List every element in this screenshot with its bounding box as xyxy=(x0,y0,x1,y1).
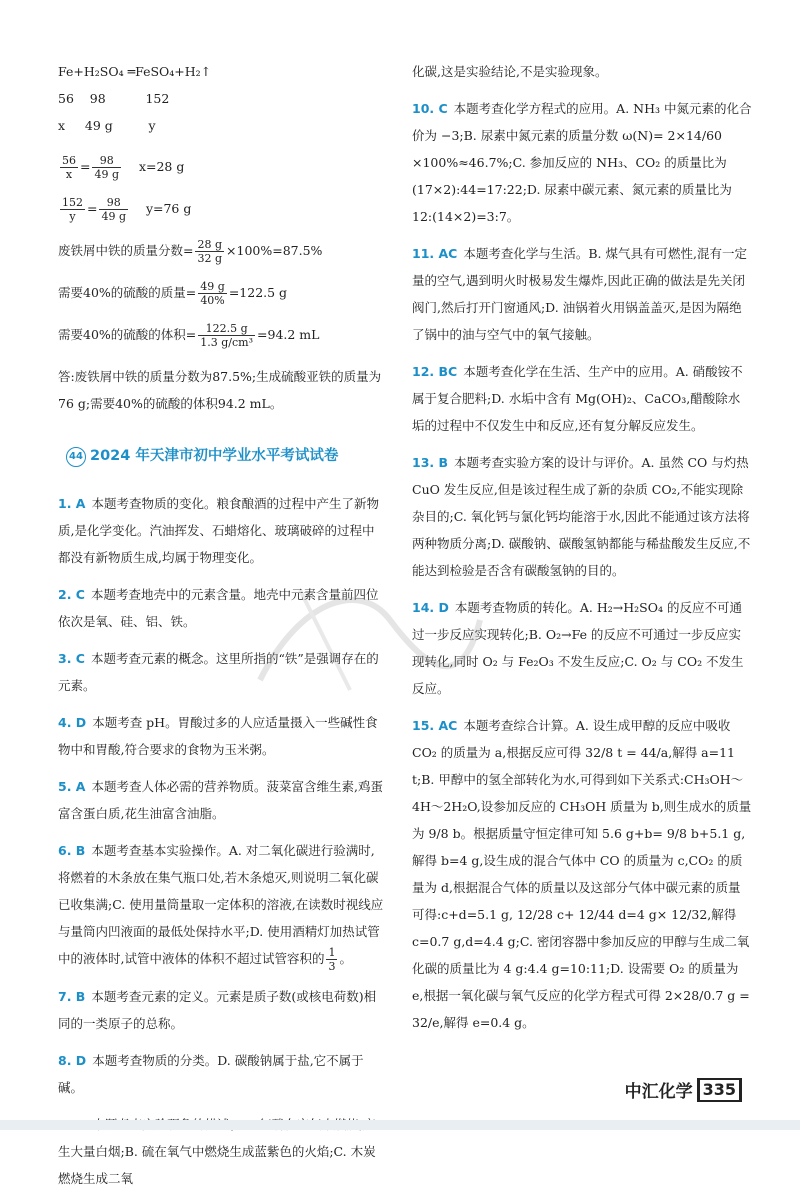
answer-summary: 答:废铁屑中铁的质量分数为87.5%;生成硫酸亚铁的质量为76 g;需要40%的硫酸的体积94.2 mL。 xyxy=(58,369,382,411)
answer-continuation: 化碳,这是实验结论,不是实验现象。 xyxy=(412,64,608,79)
page-number: 335 xyxy=(697,1078,742,1102)
brand-label: 中汇化学 xyxy=(624,1082,693,1102)
answer-item: 5. A 本题考查人体必需的营养物质。菠菜富含维生素,鸡蛋富含蛋白质,花生油富含油脂。 xyxy=(58,779,383,821)
result-x: x=28 g xyxy=(138,159,185,174)
answer-item: 7. B 本题考查元素的定义。元素是质子数(或核电荷数)相同的一类原子的总称。 xyxy=(58,989,377,1031)
proportion-x: $\frac{56}{x}$ = $\frac{98}{49 g}$ x=28 g xyxy=(62,154,185,181)
fraction: $\frac{98}{49 g}$ xyxy=(94,154,120,181)
answer-item: 1. A 本题考查物质的变化。粮食酿酒的过程中产生了新物质,是化学变化。汽油挥发、石蜡熔化、玻璃破碎的过程中都没有新物质生成,均属于物理变化。 xyxy=(58,496,379,565)
page-footer xyxy=(625,1077,742,1102)
proportion-y: $\frac{152}{y}$ = $\frac{98}{49 g}$ y=76 g xyxy=(62,196,192,223)
fraction: $\frac{28 g}{32 g}$ xyxy=(197,238,223,265)
fraction: $\frac{1}{3}$ xyxy=(328,946,336,973)
right-column xyxy=(412,58,752,1046)
answer-item: 2. C 本题考查地壳中的元素含量。地壳中元素含量前四位依次是氧、硅、铝、铁。 xyxy=(58,587,379,629)
answer-item: 13. B 本题考查实验方案的设计与评价。A. 虽然 CO 与灼热 CuO 发生反应,但是该过程生成了新的杂质 CO₂,不能实现除杂目的;C. 氧化钙与氯化钙均能溶于水,因此不能通过该方法将两种物质分离;D. 碳酸钠、碳酸氢钠都能与稀盐酸发生反应,不能达到检验是否含有碳酸氢钠的目的。 xyxy=(412,455,751,578)
answer-item: 10. C 本题考查化学方程式的应用。A. NH₃ 中氮元素的化合价为 −3;B. 尿素中氮元素的质量分数 ω(N)= 2×14/60 ×100%≈46.7%;C. 参加反应的 NH₃、CO₂ 的质量比为(17×2):44=17:22;D. 尿素中碳元素、氮元素的质量比为12:(14×2)=3:7。 xyxy=(412,101,752,224)
acid-volume-line: 需要40%的硫酸的体积= $\frac{122.5 g}{\text{1.3 g/cm³}}$ =94.2 mL xyxy=(58,322,320,349)
section-title: 44 2024 年天津市初中学业水平考试试卷 xyxy=(66,443,386,470)
answer-item: 15. AC 本题考查综合计算。A. 设生成甲醇的反应中吸收 CO₂ 的质量为 a,根据反应可得 32/8 t = 44/a,解得 a=11 t;B. 甲醇中的氢全部转化为水,可得到如下关系式:CH₃OH～4H～2H₂O,设参加反应的 CH₃OH 质量为 b,则生成水的质量为 9/8 b。根据质量守恒定律可知 5.6 g+b= 9/8 b+5.1 g,解得 b=4 g,设生成的混合气体中 CO 的质量为 c,CO₂ 的质量为 d,根据混合气体的质量以及这部分气体中碳元素的质量可得:c+d=5.1 g, 12/28 c+ 12/44 d=4 g× 12/32,解得 c=0.7 g,d=4.4 g;C. 密闭容器中参加反应的甲醇与生成二氧化碳的质量比为 4 g:4.4 g=10:11;D. 设需要 O₂ 的质量为 e,根据一氧化碳与氧气反应的化学方程式可得 2×28/0.7 g = 32/e,解得 e=0.4 g。 xyxy=(412,718,752,1030)
fraction: $\frac{56}{x}$ xyxy=(62,154,76,181)
section-badge: 44 xyxy=(66,447,86,467)
answer-item: 11. AC 本题考查化学与生活。B. 煤气具有可燃性,混有一定量的空气,遇到明火时极易发生爆炸,因此正确的做法是先关闭阀门,然后打开门窗通风;D. 油锅着火用锅盖盖灭,是因为隔绝了锅中的油与空气中的氧气接触。 xyxy=(412,246,747,342)
answer-item: 12. BC 本题考查化学在生活、生产中的应用。A. 硝酸铵不属于复合肥料;D. 水垢中含有 Mg(OH)₂、CaCO₃,醋酸除水垢的过程中不仅发生中和反应,还有复分解反应发生。 xyxy=(412,364,743,433)
fraction: $\frac{122.5 g}{\text{1.3 g/cm³}}$ xyxy=(200,322,254,349)
answer-item: 14. D 本题考查物质的转化。A. H₂→H₂SO₄ 的反应不可通过一步反应实现转化;B. O₂→Fe 的反应不可通过一步反应实现转化,同时 O₂ 与 Fe₂O₃ 不发生反应;C. O₂ 与 CO₂ 不发生反应。 xyxy=(412,600,744,696)
answer-item: 8. D 本题考查物质的分类。D. 碳酸钠属于盐,它不属于碱。 xyxy=(58,1053,364,1095)
bottom-bar xyxy=(0,1120,800,1130)
answer-item: 生大量白烟;B. 硫在氧气中燃烧生成蓝紫色的火焰;C. 木炭燃烧生成二氧 xyxy=(58,1144,376,1186)
fraction: $\frac{152}{y}$ xyxy=(62,196,83,223)
acid-mass-line: 需要40%的硫酸的质量= $\frac{49 g}{40\%}$ =122.5 g xyxy=(58,280,288,307)
molar-mass-line: 56 98 152 xyxy=(58,91,170,106)
watermark-logo xyxy=(240,560,500,720)
unknown-line: x 49 g y xyxy=(58,118,156,133)
answer-item: 6. B 本题考查基本实验操作。A. 对二氧化碳进行验满时,将燃着的木条放在集气瓶口处,若木条熄灭,则说明二氧化碳已收集满;C. 使用量筒量取一定体积的溶液,在读数时视线应与量筒内凹液面的最低处保持水平;D. 使用酒精灯加热试管中的液体时,试管中液体的体积不超过试管容积的 $\frac{1}{3}$ 。 xyxy=(58,843,384,973)
fraction: $\frac{98}{49 g}$ xyxy=(101,196,127,223)
iron-fraction-line: 废铁屑中铁的质量分数= $\frac{28 g}{32 g}$ ×100%=87.5% xyxy=(58,238,323,265)
answer-item: 4. D 本题考查 pH。胃酸过多的人应适量摄入一些碱性食物中和胃酸,符合要求的食物为玉米粥。 xyxy=(58,715,378,757)
result-y: y=76 g xyxy=(145,201,192,216)
fraction: $\frac{49 g}{40\%}$ xyxy=(200,280,225,307)
answer-item: 3. C 本题考查元素的概念。这里所指的“铁”是强调存在的元素。 xyxy=(58,651,379,693)
equation-line: Fe+H₂SO₄ ═FeSO₄+H₂↑ xyxy=(58,64,212,79)
